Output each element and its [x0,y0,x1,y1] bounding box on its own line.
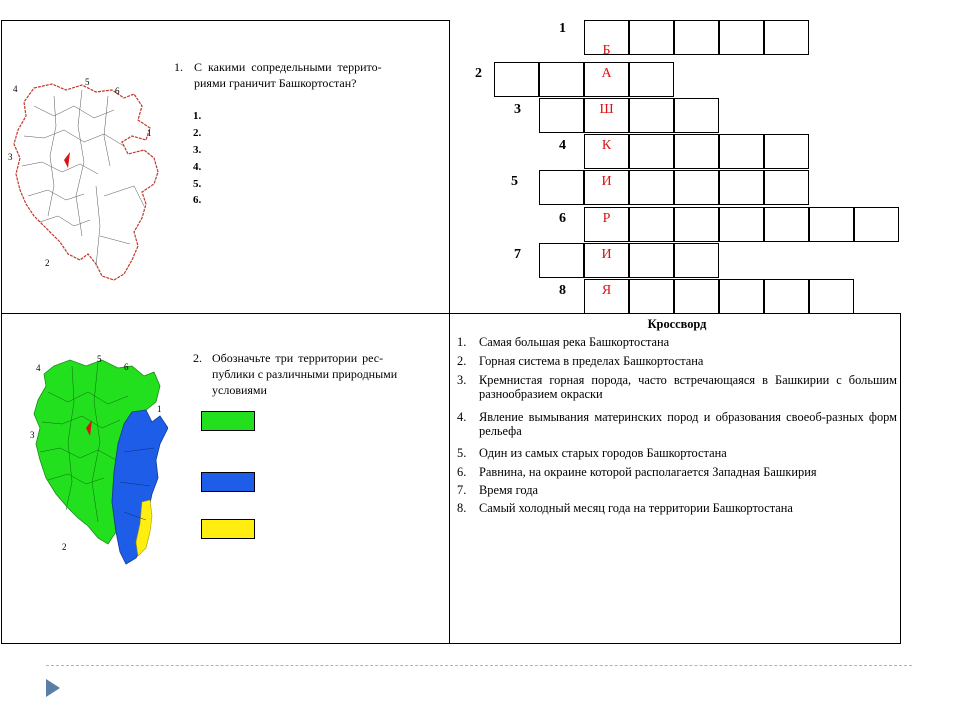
cw-cell[interactable] [719,170,764,205]
cw-cell[interactable] [674,98,719,133]
question2-line3: условиями [212,383,267,397]
question1-number: 1. [174,60,183,74]
map2-label-3: 3 [30,430,35,440]
cw-cell[interactable] [854,207,899,242]
cw-cell[interactable] [629,20,674,55]
cw-cell[interactable] [764,134,809,169]
map1-label-4: 4 [13,84,18,94]
bashkortostan-zones-map [28,352,168,570]
map1-label-6: 6 [115,86,120,96]
cw-row-number-6: 6 [559,211,566,226]
clue-text: Самый холодный месяц года на территории Башкортостана [479,501,793,515]
cw-key-letter-1: Б [602,43,611,58]
cw-key-letter-4: К [601,138,612,153]
question1-line2: риями граничит Башкортостан? [194,76,357,90]
cw-key-letter-2: А [601,66,612,81]
cw-cell[interactable] [764,20,809,55]
cw-cell[interactable] [674,134,719,169]
clue-text: Кремнистая горная порода, часто встречающаяся в Башкирии с большим разнообразием окраски [479,373,897,401]
play-arrow-icon[interactable] [45,678,61,698]
clue-number: 7. [457,483,467,497]
cw-key-letter-7: И [601,247,612,262]
cw-cell[interactable] [629,98,674,133]
bashkortostan-outline-map [4,76,166,288]
clue-6 [457,465,897,479]
clue-text: Самая большая река Башкортостана [479,335,670,349]
cw-cell[interactable] [809,207,854,242]
cw-cell[interactable] [764,279,809,314]
blue-legend-swatch [201,472,255,492]
cw-cell[interactable] [719,279,764,314]
answer-3: 3. [193,144,202,156]
cw-row-number-2: 2 [475,66,482,81]
map1-label-3: 3 [8,152,13,162]
cw-cell[interactable] [629,279,674,314]
question2-line2: публики с различными природными [212,367,398,381]
cw-row-number-8: 8 [559,283,566,298]
clue-text: Явление вымывания материнских пород и образования своеоб-разных форм рельефа [479,410,897,438]
answer-4: 4. [193,161,202,173]
question2-number: 2. [193,351,202,365]
cw-cell[interactable] [539,170,584,205]
clue-number: 4. [457,410,467,424]
clue-8 [457,501,897,515]
cw-key-letter-6: Р [602,211,611,226]
clue-5 [457,446,897,460]
yellow-legend-swatch [201,519,255,539]
cw-cell[interactable] [674,243,719,278]
cw-key-letter-5: И [601,174,612,189]
answer-5: 5. [193,178,202,190]
clue-number: 6. [457,465,467,479]
clue-text: Горная система в пределах Башкортостана [479,354,704,368]
crossword-title: Кроссворд [647,317,707,331]
map1-label-1: 1 [147,128,152,138]
clue-4 [457,410,897,438]
cw-cell[interactable] [629,62,674,97]
cw-cell[interactable] [674,279,719,314]
map2-label-1: 1 [157,404,162,414]
cw-cell[interactable] [539,98,584,133]
answer-6: 6. [193,194,202,206]
cw-cell[interactable] [719,207,764,242]
map2-label-5: 5 [97,354,102,364]
clue-1 [457,335,897,349]
clue-text: Один из самых старых городов Башкортостана [479,446,727,460]
cw-cell[interactable] [764,170,809,205]
cw-cell[interactable] [629,243,674,278]
answer-2: 2. [193,127,202,139]
cw-cell[interactable] [764,207,809,242]
clue-number: 2. [457,354,467,368]
cw-cell[interactable] [674,170,719,205]
clue-number: 5. [457,446,467,460]
clue-number: 1. [457,335,467,349]
cw-cell[interactable] [629,170,674,205]
clue-7 [457,483,897,497]
question1-line1: С какими сопредельными террито- [194,60,382,74]
cw-cell[interactable] [674,20,719,55]
question2-line1: Обозначьте три территории рес- [212,351,384,365]
cw-row-number-3: 3 [514,102,521,117]
map2-label-2: 2 [62,542,67,552]
answer-1: 1. [193,110,202,122]
green-legend-swatch [201,411,255,431]
cw-cell[interactable] [494,62,539,97]
cw-cell[interactable] [539,62,584,97]
cw-cell[interactable] [629,207,674,242]
footer-divider [46,665,912,666]
map2-label-6: 6 [124,362,129,372]
map1-label-5: 5 [85,77,90,87]
clue-2 [457,354,897,368]
cw-cell[interactable] [719,20,764,55]
cw-row-number-4: 4 [559,138,566,153]
cw-cell[interactable] [539,243,584,278]
cw-row-number-7: 7 [514,247,521,262]
cw-row-number-1: 1 [559,21,566,36]
clue-3 [457,373,897,401]
clue-number: 3. [457,373,467,387]
map1-label-2: 2 [45,258,50,268]
clue-text: Время года [479,483,539,497]
map2-label-4: 4 [36,363,41,373]
cw-cell[interactable] [674,207,719,242]
cw-row-number-5: 5 [511,174,518,189]
cw-cell[interactable] [809,279,854,314]
cw-cell[interactable] [629,134,674,169]
cw-cell[interactable] [719,134,764,169]
cw-key-letter-3: Ш [599,102,614,117]
clue-number: 8. [457,501,467,515]
cw-key-letter-8: Я [601,283,612,298]
clue-text: Равнина, на окраине которой располагается Западная Башкирия [479,465,817,479]
